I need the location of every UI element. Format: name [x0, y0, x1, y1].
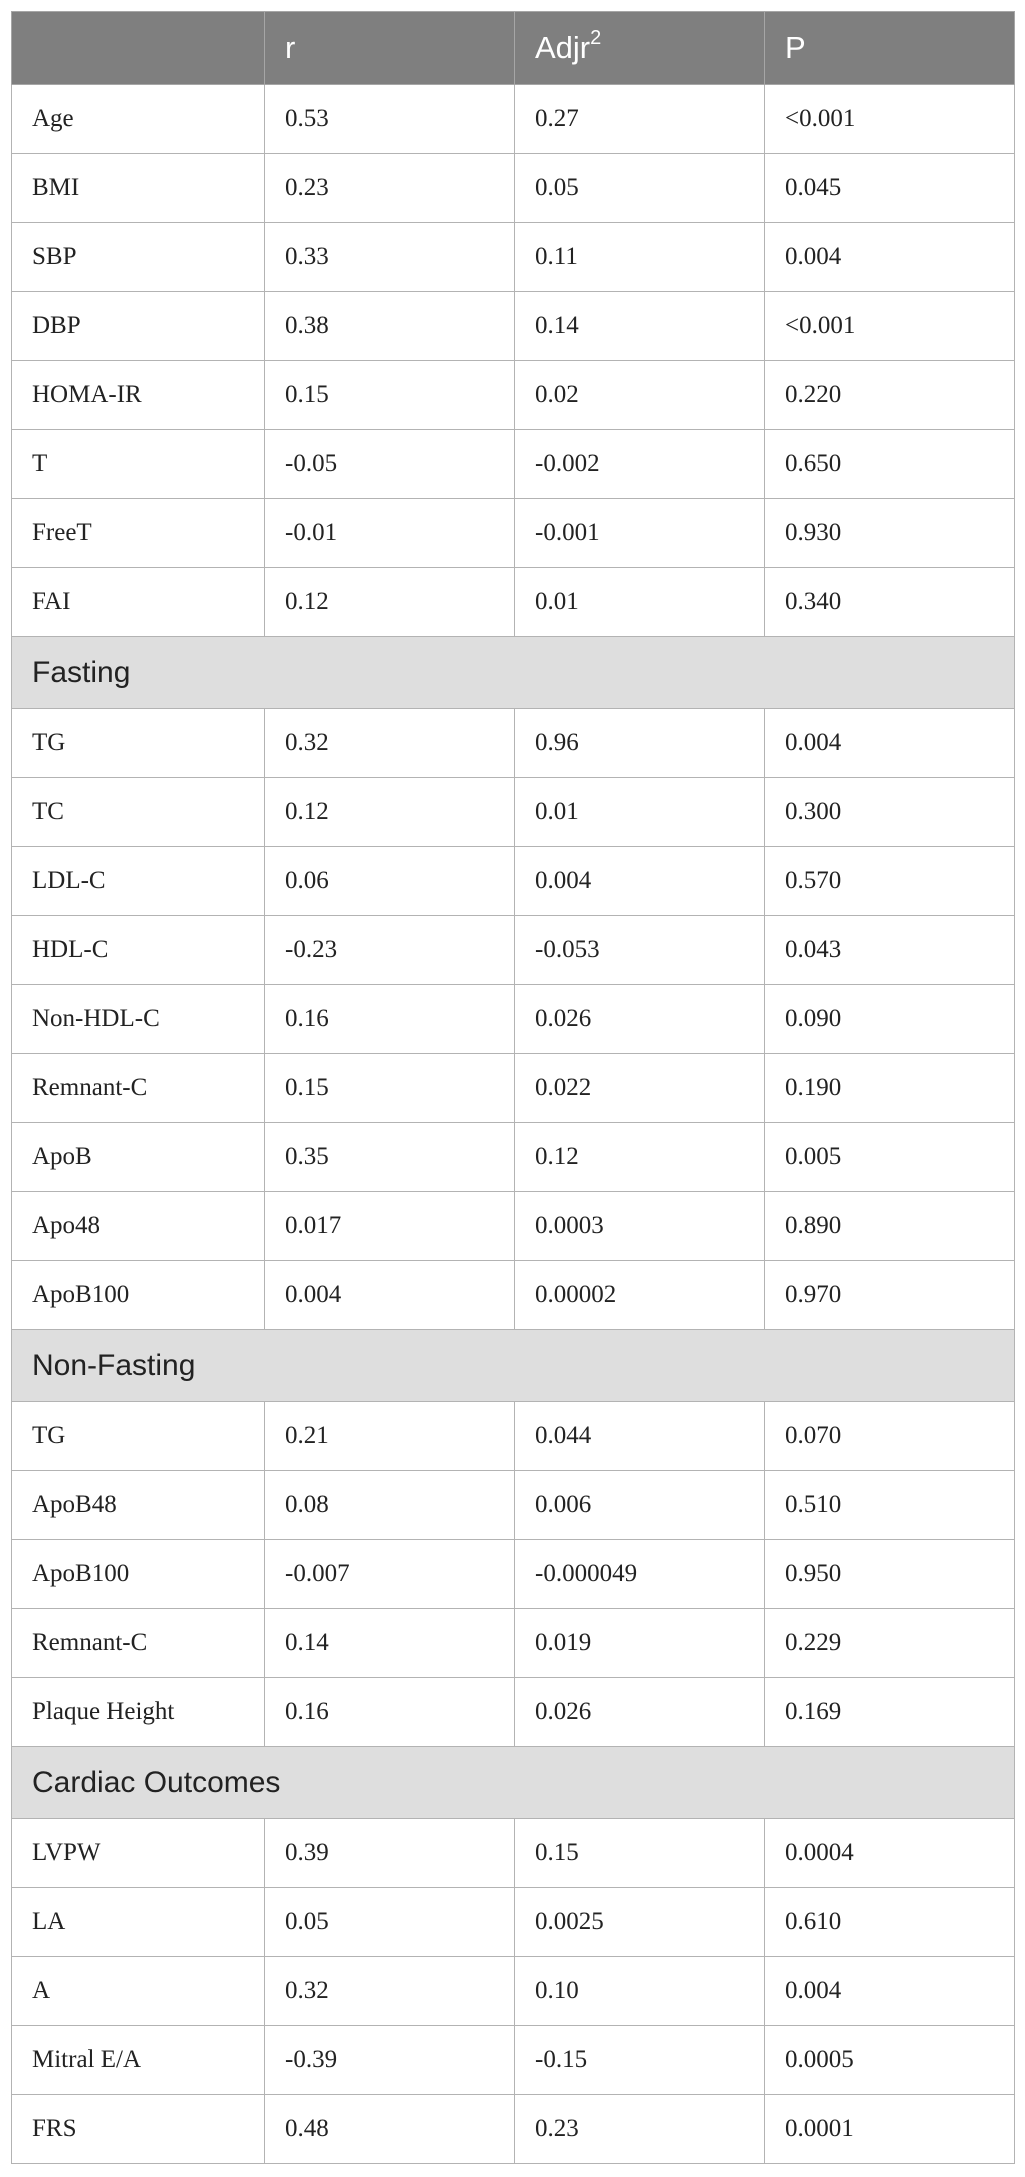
table-row [12, 1540, 1015, 1609]
cell-variable: Mitral E/A [12, 2026, 265, 2095]
cell-p: 0.045 [765, 154, 1015, 223]
cell-variable: HOMA-IR [12, 361, 265, 430]
table-row [12, 985, 1015, 1054]
table-row [12, 1402, 1015, 1471]
cell-adjr2: 0.044 [515, 1402, 765, 1471]
cell-p: 0.510 [765, 1471, 1015, 1540]
cell-r: 0.33 [265, 223, 515, 292]
cell-r: 0.017 [265, 1192, 515, 1261]
cell-r: 0.05 [265, 1888, 515, 1957]
cell-p: 0.650 [765, 430, 1015, 499]
cell-p: 0.043 [765, 916, 1015, 985]
table-header [12, 12, 1015, 85]
cell-p: 0.229 [765, 1609, 1015, 1678]
cell-adjr2: 0.026 [515, 1678, 765, 1747]
cell-r: 0.16 [265, 1678, 515, 1747]
cell-adjr2: 0.022 [515, 1054, 765, 1123]
cell-variable: A [12, 1957, 265, 2026]
section-title: Non-Fasting [12, 1330, 1015, 1402]
cell-p: 0.004 [765, 709, 1015, 778]
cell-variable: Age [12, 85, 265, 154]
cell-p: 0.610 [765, 1888, 1015, 1957]
cell-variable: Non-HDL-C [12, 985, 265, 1054]
cell-adjr2: 0.10 [515, 1957, 765, 2026]
cell-adjr2: -0.002 [515, 430, 765, 499]
cell-adjr2: 0.12 [515, 1123, 765, 1192]
data-table-container [11, 11, 1014, 2164]
cell-adjr2: 0.019 [515, 1609, 765, 1678]
cell-p: 0.340 [765, 568, 1015, 637]
section-title: Cardiac Outcomes [12, 1747, 1015, 1819]
table-row [12, 430, 1015, 499]
cell-adjr2: 0.96 [515, 709, 765, 778]
cell-variable: TC [12, 778, 265, 847]
cell-r: 0.08 [265, 1471, 515, 1540]
cell-variable: HDL-C [12, 916, 265, 985]
cell-r: 0.32 [265, 709, 515, 778]
cell-r: 0.35 [265, 1123, 515, 1192]
cell-adjr2: 0.15 [515, 1819, 765, 1888]
table-row [12, 1888, 1015, 1957]
cell-p: 0.190 [765, 1054, 1015, 1123]
cell-adjr2: 0.05 [515, 154, 765, 223]
cell-r: 0.39 [265, 1819, 515, 1888]
cell-p: <0.001 [765, 85, 1015, 154]
cell-r: -0.05 [265, 430, 515, 499]
cell-adjr2: 0.01 [515, 778, 765, 847]
cell-variable: TG [12, 1402, 265, 1471]
header-r: r [265, 12, 515, 85]
table-body [12, 85, 1015, 2164]
cell-p: 0.950 [765, 1540, 1015, 1609]
header-adjr2-superscript: 2 [590, 27, 602, 49]
cell-r: 0.48 [265, 2095, 515, 2164]
table-row [12, 709, 1015, 778]
table-row [12, 2095, 1015, 2164]
table-row [12, 1123, 1015, 1192]
cell-adjr2: 0.0025 [515, 1888, 765, 1957]
cell-r: 0.38 [265, 292, 515, 361]
table-row [12, 778, 1015, 847]
cell-variable: ApoB100 [12, 1261, 265, 1330]
cell-r: 0.32 [265, 1957, 515, 2026]
cell-adjr2: 0.14 [515, 292, 765, 361]
cell-p: 0.004 [765, 223, 1015, 292]
cell-variable: ApoB [12, 1123, 265, 1192]
cell-r: -0.007 [265, 1540, 515, 1609]
header-p: P [765, 12, 1015, 85]
cell-adjr2: 0.004 [515, 847, 765, 916]
cell-r: 0.12 [265, 778, 515, 847]
cell-variable: FRS [12, 2095, 265, 2164]
table-row [12, 1819, 1015, 1888]
cell-p: 0.005 [765, 1123, 1015, 1192]
table-row [12, 2026, 1015, 2095]
cell-r: -0.01 [265, 499, 515, 568]
cell-p: 0.300 [765, 778, 1015, 847]
cell-p: 0.169 [765, 1678, 1015, 1747]
cell-r: 0.06 [265, 847, 515, 916]
cell-variable: FAI [12, 568, 265, 637]
cell-p: <0.001 [765, 292, 1015, 361]
cell-adjr2: -0.053 [515, 916, 765, 985]
cell-r: 0.15 [265, 1054, 515, 1123]
table-row [12, 361, 1015, 430]
cell-adjr2: -0.000049 [515, 1540, 765, 1609]
cell-variable: DBP [12, 292, 265, 361]
cell-adjr2: 0.11 [515, 223, 765, 292]
correlation-table [11, 11, 1015, 2164]
cell-variable: LVPW [12, 1819, 265, 1888]
header-variable [12, 12, 265, 85]
header-adjr2 [515, 12, 765, 85]
cell-adjr2: 0.01 [515, 568, 765, 637]
cell-variable: ApoB100 [12, 1540, 265, 1609]
cell-p: 0.090 [765, 985, 1015, 1054]
cell-adjr2: 0.026 [515, 985, 765, 1054]
table-row [12, 292, 1015, 361]
section-header-row [12, 1747, 1015, 1819]
cell-r: 0.21 [265, 1402, 515, 1471]
table-row [12, 847, 1015, 916]
cell-r: 0.15 [265, 361, 515, 430]
table-row [12, 1609, 1015, 1678]
cell-r: 0.004 [265, 1261, 515, 1330]
cell-p: 0.220 [765, 361, 1015, 430]
cell-variable: LA [12, 1888, 265, 1957]
table-row [12, 1054, 1015, 1123]
cell-variable: Apo48 [12, 1192, 265, 1261]
header-adjr2-base: Adjr [535, 30, 591, 65]
cell-r: 0.12 [265, 568, 515, 637]
cell-variable: TG [12, 709, 265, 778]
cell-p: 0.890 [765, 1192, 1015, 1261]
cell-p: 0.570 [765, 847, 1015, 916]
cell-r: 0.53 [265, 85, 515, 154]
table-row [12, 1471, 1015, 1540]
cell-adjr2: -0.001 [515, 499, 765, 568]
table-row [12, 85, 1015, 154]
cell-variable: BMI [12, 154, 265, 223]
table-row [12, 916, 1015, 985]
section-title: Fasting [12, 637, 1015, 709]
cell-variable: Remnant-C [12, 1609, 265, 1678]
cell-p: 0.004 [765, 1957, 1015, 2026]
cell-p: 0.970 [765, 1261, 1015, 1330]
section-header-row [12, 637, 1015, 709]
cell-adjr2: -0.15 [515, 2026, 765, 2095]
table-row [12, 223, 1015, 292]
table-row [12, 1678, 1015, 1747]
cell-r: 0.16 [265, 985, 515, 1054]
table-row [12, 1192, 1015, 1261]
cell-variable: T [12, 430, 265, 499]
table-row [12, 1261, 1015, 1330]
table-row [12, 1957, 1015, 2026]
cell-variable: LDL-C [12, 847, 265, 916]
cell-r: -0.39 [265, 2026, 515, 2095]
cell-r: 0.23 [265, 154, 515, 223]
cell-p: 0.070 [765, 1402, 1015, 1471]
cell-adjr2: 0.23 [515, 2095, 765, 2164]
table-row [12, 568, 1015, 637]
cell-r: -0.23 [265, 916, 515, 985]
header-row [12, 12, 1015, 85]
cell-p: 0.0004 [765, 1819, 1015, 1888]
cell-variable: FreeT [12, 499, 265, 568]
cell-adjr2: 0.0003 [515, 1192, 765, 1261]
cell-variable: Plaque Height [12, 1678, 265, 1747]
cell-r: 0.14 [265, 1609, 515, 1678]
table-row [12, 499, 1015, 568]
cell-adjr2: 0.006 [515, 1471, 765, 1540]
cell-adjr2: 0.00002 [515, 1261, 765, 1330]
cell-variable: ApoB48 [12, 1471, 265, 1540]
cell-variable: Remnant-C [12, 1054, 265, 1123]
section-header-row [12, 1330, 1015, 1402]
cell-p: 0.930 [765, 499, 1015, 568]
cell-p: 0.0005 [765, 2026, 1015, 2095]
cell-adjr2: 0.02 [515, 361, 765, 430]
cell-p: 0.0001 [765, 2095, 1015, 2164]
cell-adjr2: 0.27 [515, 85, 765, 154]
cell-variable: SBP [12, 223, 265, 292]
table-row [12, 154, 1015, 223]
